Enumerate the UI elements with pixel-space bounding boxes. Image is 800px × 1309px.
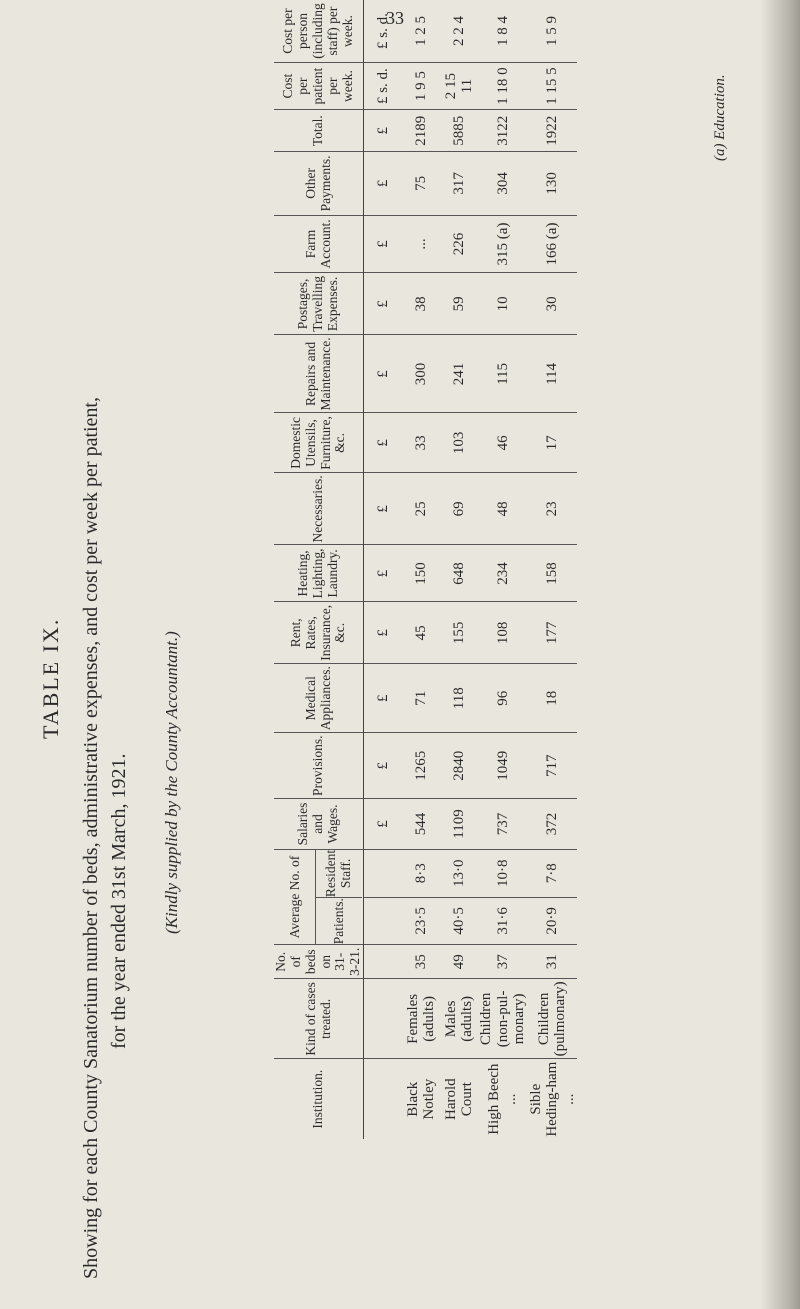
cell-kind: Males (adults) [440,979,478,1059]
table-caption-line-2: for the year ended 31st March, 1921. [108,753,130,1049]
col-header-repairs: Repairs and Maintenance. [274,335,364,413]
col-header-patients: Patients. [316,897,362,944]
unit-postages: £ [364,273,403,335]
cell-medical: 18 [528,664,578,733]
col-header-resident-staff: Resident Staff. [323,849,354,898]
cell-postages: 30 [528,273,578,335]
cell-cost-person: 1 8 4 [494,16,511,47]
cell-kind: Females (adults) [402,979,440,1059]
unit-repairs: £ [364,335,403,413]
cell-cost-patient: 1 9 5 [402,63,440,110]
cell-medical: 71 [402,664,440,733]
unit-rent: £ [364,602,403,664]
col-header-rent: Rent, Rates, Insurance, &c. [274,602,364,664]
cell-institution: Sible Heding-ham ... [528,1059,578,1139]
cell-staff: 7·8 [528,849,578,897]
cell-postages: 59 [440,273,478,335]
col-header-medical: Medical Appliances. [274,664,364,733]
unit-domestic: £ [364,413,403,473]
col-header-cost-person: Cost per person (including staff) per week. [274,0,364,63]
table-row [440,0,478,1139]
cell-necessaries: 69 [440,473,478,545]
col-header-farm: Farm Account. [274,215,364,273]
cell-necessaries: 25 [402,473,440,545]
cell-beds: 35 [402,945,440,979]
table-row [402,0,440,1139]
unit-cost-patient: £ s. d. [364,63,403,110]
cell-medical: 96 [478,664,528,733]
col-header-heating: Heating, Lighting, Laundry. [274,545,364,602]
cell-beds: 37 [478,945,528,979]
cell-other: 75 [402,152,440,215]
cell-provisions: 1265 [402,733,440,799]
cell-institution: High Beech ... [478,1059,528,1139]
table-title: TABLE IX. [38,617,63,739]
cell-staff: 10·8 [478,849,528,897]
col-header-salaries: Salaries and Wages. [274,799,364,850]
cell-domestic: 17 [528,413,578,473]
col-header-provisions: Provisions. [274,733,364,799]
cell-salaries: 1109 [440,799,478,850]
cell-kind: Children (pulmonary) [528,979,578,1059]
cell-rent: 45 [402,602,440,664]
cell-heating: 234 [478,545,528,602]
cell-institution: Black Notley [402,1059,440,1139]
cell-other: 130 [528,152,578,215]
cell-provisions: 717 [528,733,578,799]
cell-salaries: 372 [528,799,578,850]
cell-cost-person: 2 2 4 [450,16,467,47]
cell-cost-patient: 1 15 5 [528,63,578,110]
average-group-label: Average No. of [275,850,316,944]
col-header-total: Total. [274,110,364,152]
col-header-institution: Institution. [274,1059,364,1139]
table-row [528,0,578,1139]
col-header-cost-patient: Cost per patient per week. [274,63,364,110]
cell-salaries: 544 [402,799,440,850]
unit-heating: £ [364,545,403,602]
unit-total: £ [364,110,403,152]
cell-cost-person: 1 2 5 [412,16,429,47]
cell-provisions: 2840 [440,733,478,799]
cell-patients: 23·5 [402,897,440,945]
cell-repairs: 114 [528,335,578,413]
cell-medical: 118 [440,664,478,733]
cell-beds: 49 [440,945,478,979]
unit-row [364,0,403,1139]
cell-necessaries: 23 [528,473,578,545]
footnote: (a) Education. [712,74,728,161]
col-header-domestic: Domestic Utensils, Furniture, &c. [274,413,364,473]
cell-salaries: 737 [478,799,528,850]
unit-cost-person: £ s. d. [374,13,391,49]
cell-total: 2189 [402,110,440,152]
cell-repairs: 241 [440,335,478,413]
cell-rent: 177 [528,602,578,664]
sanatorium-expenses-table [274,0,577,1139]
cell-postages: 10 [478,273,528,335]
unit-other: £ [364,152,403,215]
unit-necessaries: £ [364,473,403,545]
unit-salaries: £ [364,799,403,850]
cell-total: 5885 [440,110,478,152]
cell-staff: 8·3 [402,849,440,897]
cell-total: 3122 [478,110,528,152]
cell-total: 1922 [528,110,578,152]
cell-domestic: 33 [402,413,440,473]
col-header-beds: No. of beds on 31-3-21. [274,945,364,979]
cell-rent: 108 [478,602,528,664]
cell-other: 304 [478,152,528,215]
cell-heating: 150 [402,545,440,602]
unit-farm: £ [364,215,403,273]
cell-heating: 158 [528,545,578,602]
cell-farm: 226 [440,215,478,273]
cell-beds: 31 [528,945,578,979]
cell-patients: 20·9 [528,897,578,945]
page-number: 33 [386,8,404,28]
col-header-kind: Kind of cases treated. [274,979,364,1059]
table-row [478,0,528,1139]
cell-other: 317 [440,152,478,215]
cell-cost-patient: 2 15 11 [440,63,478,110]
cell-cost-person: 1 5 9 [544,16,561,47]
table-source-note: (Kindly supplied by the County Accountant.) [162,631,181,934]
unit-provisions: £ [364,733,403,799]
unit-medical: £ [364,664,403,733]
table-caption-line-1: Showing for each County Sanatorium number of beds, administrative expenses, and cost per week per patient, [80,397,102,1279]
cell-patients: 31·6 [478,897,528,945]
cell-farm: ... [402,215,440,273]
cell-domestic: 46 [478,413,528,473]
col-header-postages: Postages, Travelling Expenses. [274,273,364,335]
cell-patients: 40·5 [440,897,478,945]
cell-farm: 315 (a) [478,215,528,273]
cell-heating: 648 [440,545,478,602]
cell-postages: 38 [402,273,440,335]
cell-cost-patient: 1 18 0 [478,63,528,110]
col-header-other: Other Payments. [274,152,364,215]
cell-necessaries: 48 [478,473,528,545]
header-row [274,0,364,1139]
cell-farm: 166 (a) [528,215,578,273]
cell-staff: 13·0 [440,849,478,897]
cell-rent: 155 [440,602,478,664]
col-header-necessaries: Necessaries. [274,473,364,545]
cell-institution: Harold Court [440,1059,478,1139]
cell-repairs: 115 [478,335,528,413]
col-header-average-group [274,849,364,944]
cell-kind: Children (non-pul-monary) [478,979,528,1059]
cell-repairs: 300 [402,335,440,413]
cell-provisions: 1049 [478,733,528,799]
cell-domestic: 103 [440,413,478,473]
